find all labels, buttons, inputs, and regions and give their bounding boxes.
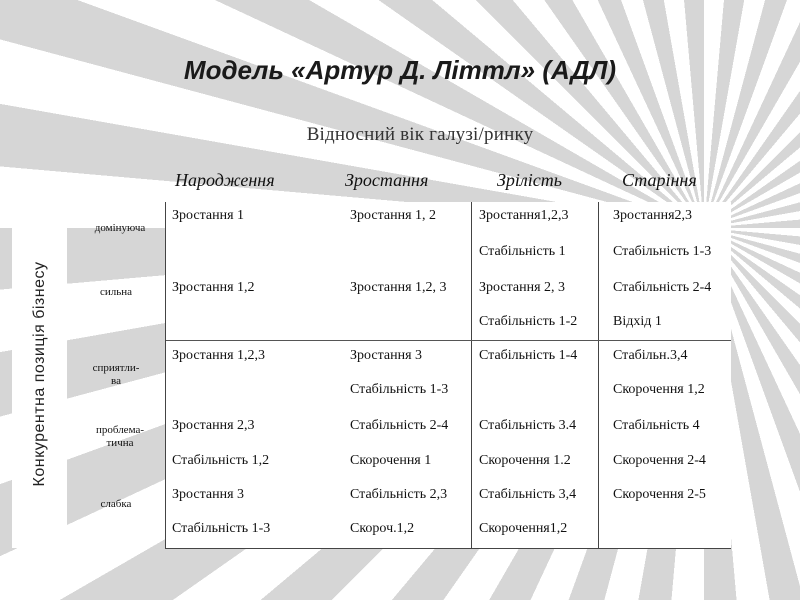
matrix-cell: Зростання 1,2, 3 bbox=[350, 280, 447, 295]
matrix-cell: Стабільність 1 bbox=[479, 244, 566, 259]
column-divider bbox=[598, 202, 599, 548]
matrix-cell: Скорочення 2-5 bbox=[613, 487, 706, 502]
matrix-cell: Зростання1,2,3 bbox=[479, 208, 569, 223]
matrix-cell: Зростання 3 bbox=[350, 348, 423, 363]
matrix-cell: Стабільність 2,3 bbox=[350, 487, 448, 502]
matrix-cell: Стабільність 3,4 bbox=[479, 487, 577, 502]
matrix-cell: Стабільність 2-4 bbox=[350, 418, 449, 433]
position-label-dominant: домінуюча bbox=[94, 222, 146, 234]
matrix-cell: Стабільність 1-3 bbox=[613, 244, 712, 259]
matrix-cell: Стабільність 3.4 bbox=[479, 418, 577, 433]
matrix-cell: Зростання 1,2 bbox=[172, 280, 255, 295]
matrix-cell: Зростання 2, 3 bbox=[479, 280, 566, 295]
matrix-cell: Зростання 1 bbox=[172, 208, 245, 223]
matrix-cell: Скорочення 1.2 bbox=[479, 453, 571, 468]
matrix-cell: Зростання 2,3 bbox=[172, 418, 255, 433]
position-label-problematic: проблема- тична bbox=[95, 424, 144, 449]
matrix-cell: Відхід 1 bbox=[613, 314, 662, 329]
matrix-cell: Зростання 1,2,3 bbox=[172, 348, 266, 363]
position-label-weak: слабка bbox=[100, 498, 132, 510]
matrix-cell: Зростання2,3 bbox=[613, 208, 693, 223]
matrix-cell: Стабільність 1-2 bbox=[479, 314, 578, 329]
stage-header-birth: Народження bbox=[175, 170, 275, 190]
matrix-cell: Скорочення 2-4 bbox=[613, 453, 706, 468]
competitive-position-axis-label: Конкурентна позиція бізнесу bbox=[31, 261, 48, 487]
row-divider bbox=[166, 340, 731, 341]
matrix-cell: Стабільність 1-3 bbox=[350, 382, 449, 397]
column-divider bbox=[471, 202, 472, 548]
matrix-cell: Стабільність 1,2 bbox=[172, 453, 270, 468]
matrix-cell: Скорочення 1,2 bbox=[613, 382, 705, 397]
position-label-strong: сильна bbox=[99, 286, 133, 298]
matrix-cell: Стабільність 2-4 bbox=[613, 280, 712, 295]
slide-title: Модель «Артур Д. Літтл» (АДЛ) bbox=[183, 55, 617, 85]
matrix-cell: Стабільн.3,4 bbox=[613, 348, 688, 363]
position-label-favorable: сприятли- ва bbox=[92, 362, 140, 387]
matrix-cell: Стабільність 4 bbox=[613, 418, 700, 433]
stage-header-aging: Старіння bbox=[622, 170, 697, 190]
matrix-cell: Стабільність 1-3 bbox=[172, 521, 271, 536]
matrix-cell: Зростання 3 bbox=[172, 487, 245, 502]
stage-header-maturity: Зрілість bbox=[497, 170, 562, 190]
stage-header-growth: Зростання bbox=[345, 170, 429, 190]
industry-age-axis-title: Відносний вік галузі/ринку bbox=[306, 124, 534, 145]
matrix-cell: Стабільність 1-4 bbox=[479, 348, 578, 363]
matrix-cell: Скороч.1,2 bbox=[350, 521, 415, 536]
matrix-cell: Скорочення 1 bbox=[350, 453, 432, 468]
matrix-cell: Зростання 1, 2 bbox=[350, 208, 437, 223]
matrix-cell: Скорочення1,2 bbox=[479, 521, 568, 536]
